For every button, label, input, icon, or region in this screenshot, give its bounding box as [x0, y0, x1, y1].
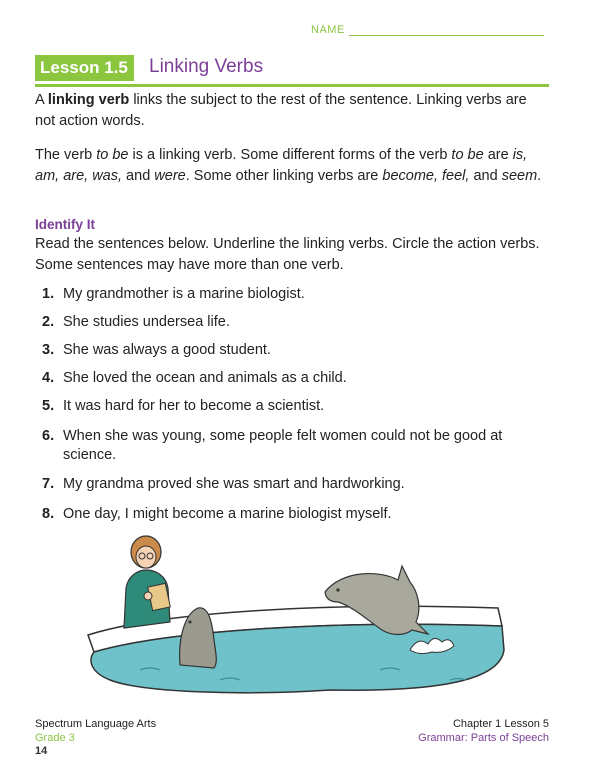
name-line[interactable]	[349, 25, 544, 36]
item-number: 8.	[42, 506, 55, 522]
item-number: 3.	[42, 342, 55, 358]
lesson-header	[35, 55, 549, 85]
item-number: 2.	[42, 314, 55, 330]
list-item	[42, 313, 532, 332]
page-number: 14	[35, 745, 48, 757]
list-item	[42, 369, 532, 388]
list-item	[42, 285, 532, 304]
name-field	[311, 24, 544, 36]
term-linking-verb: linking verb	[47, 92, 130, 108]
footer-topic: Grammar: Parts of Speech	[418, 732, 549, 744]
footer-book-title: Spectrum Language Arts	[35, 718, 157, 730]
item-sentence[interactable]: When she was young, some people felt women could not be good at science.	[63, 428, 503, 463]
list-item	[42, 427, 532, 465]
item-sentence[interactable]: One day, I might become a marine biologist myself.	[63, 506, 392, 522]
item-number: 5.	[42, 398, 55, 414]
biologist-figure	[124, 536, 170, 628]
activity-heading: Identify It	[35, 217, 95, 232]
item-sentence[interactable]: My grandma proved she was smart and hardworking.	[63, 476, 405, 492]
item-sentence[interactable]: It was hard for her to become a scientist.	[63, 398, 325, 414]
intro-paragraph-2: The verb to be is a linking verb. Some different forms of the verb to be are is, am, are, was, and were. Some other linking verbs are become, feel, and seem.	[35, 147, 542, 184]
list-item	[42, 505, 532, 524]
item-sentence[interactable]: She loved the ocean and animals as a child.	[63, 370, 347, 386]
list-item	[42, 475, 532, 494]
list-item	[42, 397, 532, 416]
item-number: 7.	[42, 476, 55, 492]
footer-left	[35, 717, 156, 745]
item-sentence[interactable]: She studies undersea life.	[63, 314, 230, 330]
lesson-badge: Lesson 1.5	[35, 55, 134, 81]
footer-grade: Grade 3	[35, 732, 75, 744]
item-sentence[interactable]: She was always a good student.	[63, 342, 271, 358]
intro-paragraph-1: A linking verb links the subject to the rest of the sentence. Linking verbs are not action words.	[35, 92, 527, 129]
marine-biologist-illustration	[80, 530, 510, 705]
item-sentence[interactable]: My grandmother is a marine biologist.	[63, 286, 305, 302]
item-number: 4.	[42, 370, 55, 386]
item-number: 1.	[42, 286, 55, 302]
footer-chapter: Chapter 1 Lesson 5	[452, 718, 549, 730]
footer-right	[418, 717, 549, 745]
activity-instructions: Read the sentences below. Underline the linking verbs. Circle the action verbs. Some sentences may have more than one verb.	[35, 236, 540, 273]
list-item	[42, 341, 532, 360]
item-number: 6.	[42, 428, 55, 444]
lesson-title: Linking Verbs	[149, 56, 264, 77]
name-label: NAME	[311, 24, 345, 36]
header-rule	[35, 84, 549, 87]
